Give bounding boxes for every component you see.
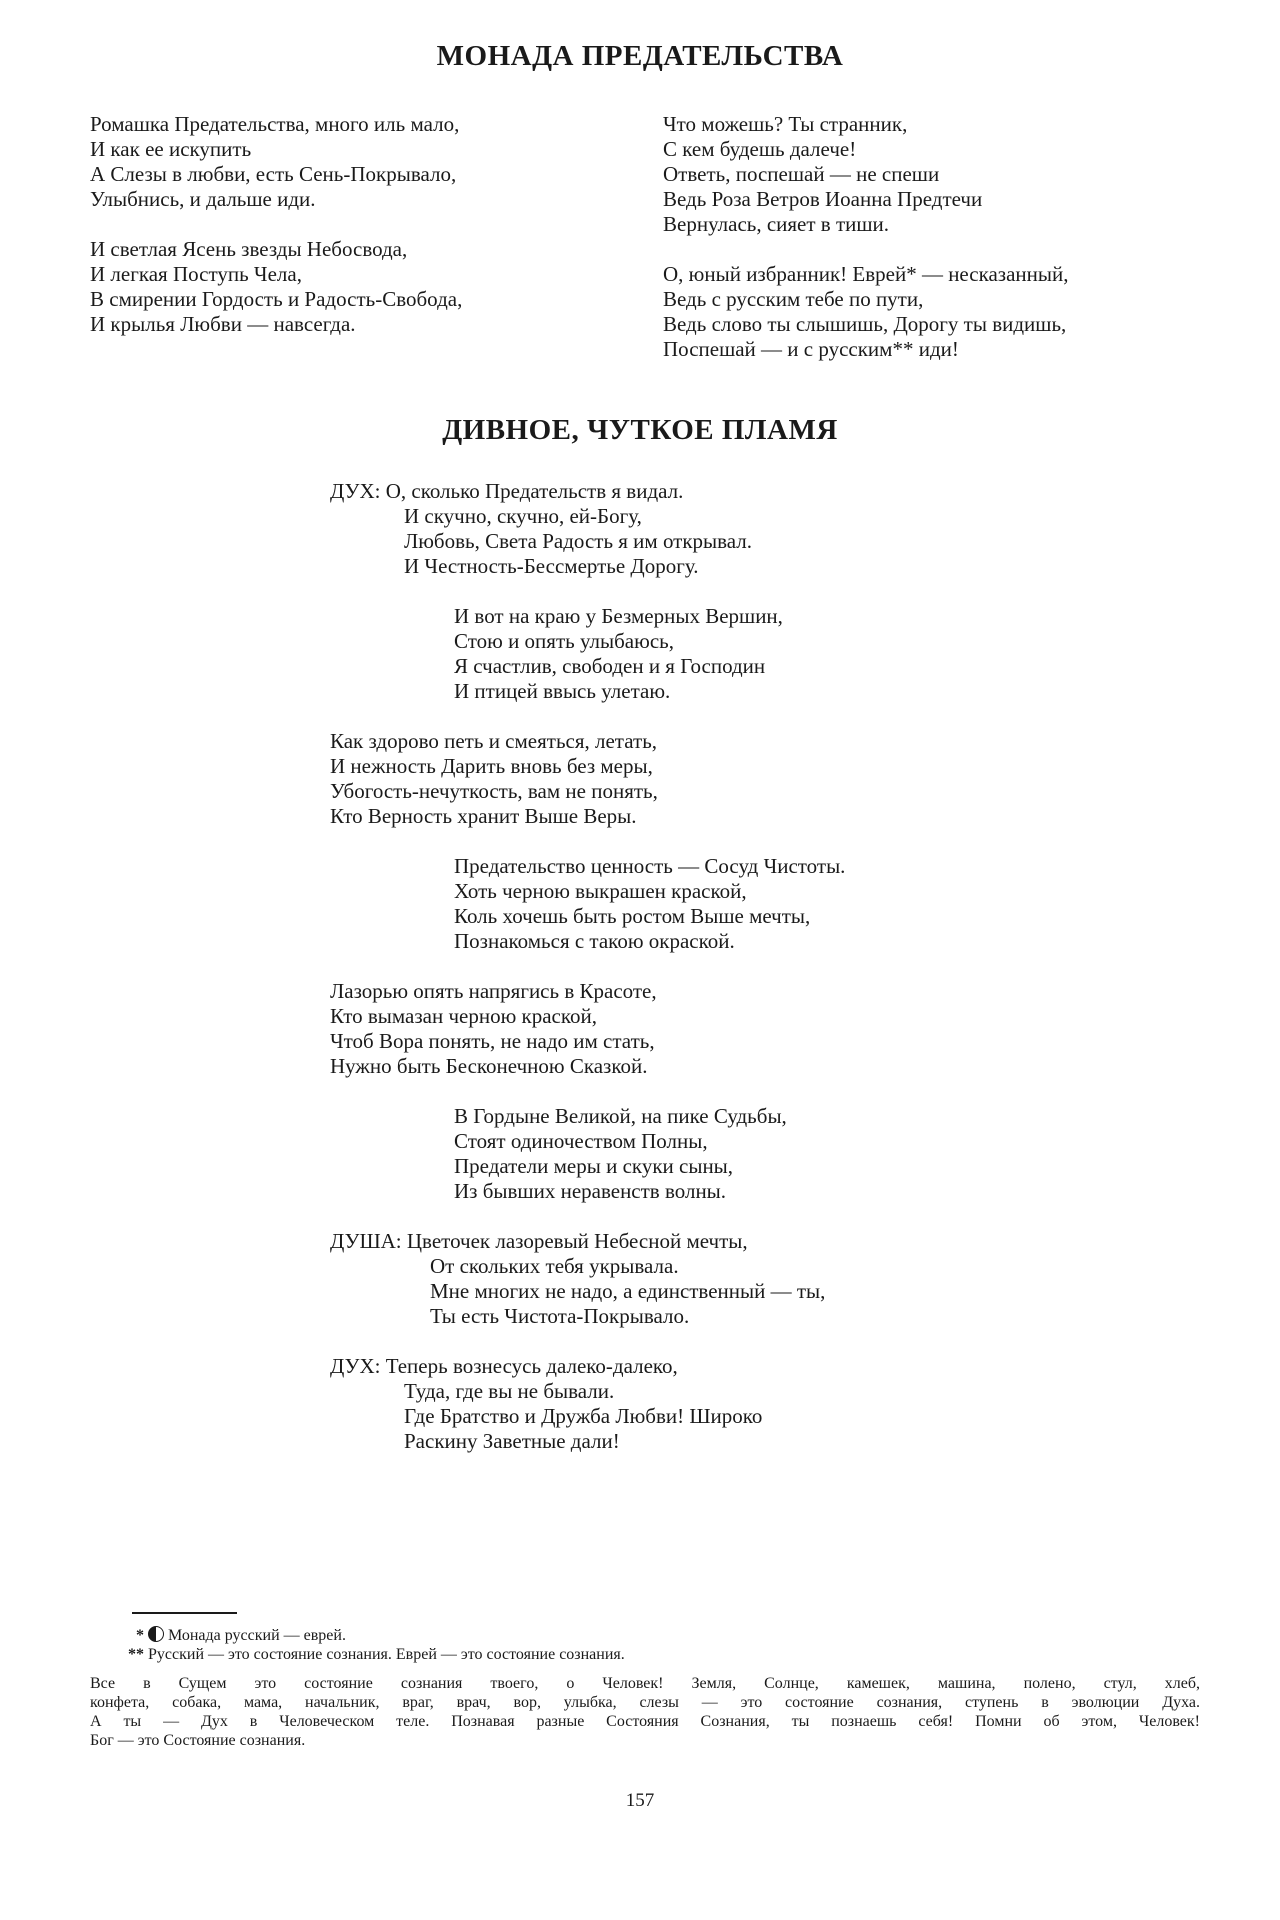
stanza (330, 1354, 1090, 1454)
verse-line: Стоят одиночеством Полны, (454, 1129, 708, 1153)
stanza (330, 1229, 1090, 1329)
poem-title-plamya: ДИВНОЕ, ЧУТКОЕ ПЛАМЯ (442, 414, 838, 446)
verse-line: В Гордыне Великой, на пике Судьбы, (454, 1104, 787, 1128)
verse-line: Как здорово петь и смеяться, летать, (330, 729, 658, 753)
verse-line: И Честность-Бессмертье Дорогу. (404, 554, 699, 578)
footnote-text: Монада русский — еврей. (168, 1627, 346, 1644)
stanza (90, 112, 650, 212)
stanza (330, 479, 1090, 579)
verse-line: Любовь, Света Радость я им открывал. (404, 529, 753, 553)
verse-line: С кем будешь далече! (663, 137, 857, 161)
page-number: 157 (625, 1790, 655, 1811)
footnote-paragraph (90, 1674, 1200, 1750)
verse-line: И нежность Дарить вновь без меры, (330, 754, 653, 778)
verse-line: Где Братство и Дружба Любви! Широко (404, 1404, 763, 1428)
footnote-marker: * (136, 1627, 144, 1644)
verse-line: Ведь Роза Ветров Иоанна Предтечи (663, 187, 983, 211)
footnote-1 (90, 1626, 1200, 1645)
verse-line: И птицей ввысь улетаю. (454, 679, 671, 703)
verse-line: Поспешай — и с русским** иди! (663, 337, 959, 361)
verse-line: От скольких тебя укрывала. (430, 1254, 679, 1278)
verse-text: Цветочек лазоревый Небесной мечты, (406, 1229, 748, 1253)
footnote-divider (132, 1612, 237, 1614)
verse-line: Я счастлив, свободен и я Господин (454, 654, 766, 678)
left-column (90, 112, 650, 362)
verse-line: Ведь слово ты слышишь, Дорогу ты видишь, (663, 312, 1067, 336)
verse-line: Предательство ценность — Сосуд Чистоты. (454, 854, 846, 878)
verse-line: Из бывших неравенств волны. (454, 1179, 727, 1203)
verse-line: В смирении Гордость и Радость-Свобода, (90, 287, 463, 311)
verse-line: О, юный избранник! Еврей* — несказанный, (663, 262, 1069, 286)
stanza (663, 112, 1223, 237)
verse-line: Познакомься с такою окраской. (454, 929, 735, 953)
speaker-label: ДУХ: (330, 1354, 381, 1378)
verse-line: И вот на краю у Безмерных Вершин, (454, 604, 783, 628)
verse-line: Что можешь? Ты странник, (663, 112, 908, 136)
verse-line: Ромашка Предательства, много иль мало, (90, 112, 460, 136)
verse-line: Туда, где вы не бывали. (404, 1379, 615, 1403)
verse-line: Кто Верность хранит Выше Веры. (330, 804, 637, 828)
stanza (330, 1104, 1090, 1204)
footnote-line: Все в Сущем это состояние сознания твоего, о Человек! Земля, Солнце, камешек, машина, полено, стул, хлеб, (90, 1675, 1200, 1692)
verse-line: Ты есть Чистота-Покрывало. (430, 1304, 690, 1328)
verse-line: Лазорью опять напрягись в Красоте, (330, 979, 657, 1003)
yin-yang-icon (148, 1626, 164, 1642)
verse-line: Вернулась, сияет в тиши. (663, 212, 890, 236)
verse-line: А Слезы в любви, есть Сень-Покрывало, (90, 162, 457, 186)
stanza (330, 604, 1090, 704)
stanza (330, 979, 1090, 1079)
verse-line: Ответь, поспешай — не спеши (663, 162, 940, 186)
verse-line: И крылья Любви — навсегда. (90, 312, 356, 336)
verse-line (330, 479, 1090, 504)
verse-line: Мне многих не надо, а единственный — ты, (430, 1279, 826, 1303)
verse-line (330, 1354, 1090, 1379)
speaker-label: ДУХ: (330, 479, 381, 503)
verse-line: И скучно, скучно, ей-Богу, (404, 504, 642, 528)
footnotes (90, 1612, 1200, 1750)
stanza (90, 237, 650, 337)
verse-line: Убогость-нечуткость, вам не понять, (330, 779, 658, 803)
verse-line: И как ее искупить (90, 137, 252, 161)
stanza (663, 262, 1223, 362)
verse-line: Ведь с русским тебе по пути, (663, 287, 924, 311)
footnote-line: А ты — Дух в Человеческом теле. Познавая разные Состояния Сознания, ты познаешь себя! Помни об этом, Человек! (90, 1713, 1200, 1730)
verse-line: Коль хочешь быть ростом Выше мечты, (454, 904, 811, 928)
poem-title-monada: МОНАДА ПРЕДАТЕЛЬСТВА (436, 40, 844, 72)
verse-line: Стою и опять улыбаюсь, (454, 629, 674, 653)
verse-line: И легкая Поступь Чела, (90, 262, 302, 286)
footnote-2 (90, 1645, 1200, 1664)
speaker-label: ДУША: (330, 1229, 402, 1253)
verse-line: И светлая Ясень звезды Небосвода, (90, 237, 408, 261)
verse-line: Улыбнись, и дальше иди. (90, 187, 316, 211)
stanza (330, 729, 1090, 829)
footnote-line: Бог — это Состояние сознания. (90, 1732, 306, 1749)
right-column (663, 112, 1223, 387)
verse-text: О, сколько Предательств я видал. (385, 479, 684, 503)
footnote-text: Русский — это состояние сознания. Еврей — это состояние сознания. (148, 1646, 625, 1663)
verse-line: Хоть черною выкрашен краской, (454, 879, 747, 903)
verse-text: Теперь вознесусь далеко-далеко, (385, 1354, 678, 1378)
verse-line: Чтоб Вора понять, не надо им стать, (330, 1029, 655, 1053)
verse-line: Кто вымазан черною краской, (330, 1004, 597, 1028)
stanza (330, 854, 1090, 954)
footnote-marker: ** (128, 1646, 144, 1663)
footnote-line: конфета, собака, мама, начальник, враг, врач, вор, улыбка, слезы — это состояние сознания, ступень в эволюции Духа. (90, 1694, 1200, 1711)
verse-line: Предатели меры и скуки сыны, (454, 1154, 734, 1178)
verse-line (330, 1229, 1090, 1254)
verse-line: Раскину Заветные дали! (404, 1429, 620, 1453)
verse-line: Нужно быть Бесконечною Сказкой. (330, 1054, 648, 1078)
poem-body (330, 479, 1090, 1479)
